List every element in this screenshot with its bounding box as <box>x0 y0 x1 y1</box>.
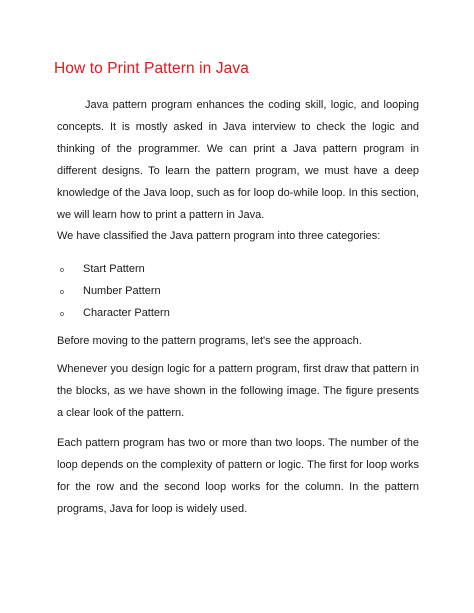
list-item-label: Start Pattern <box>83 263 145 275</box>
loops-paragraph: Each pattern program has two or more than two loops. The number of the loop depends on the complexity of pattern or logic. The first for loop works for the row and the second loop works for the column. In the pattern programs, Java for loop is widely used. <box>57 437 419 515</box>
list-item <box>57 302 170 324</box>
list-item-label: Number Pattern <box>83 285 161 297</box>
categories-intro-paragraph: We have classified the Java pattern program into three categories: <box>57 230 381 242</box>
approach-paragraph: Before moving to the pattern programs, let's see the approach. <box>57 335 362 347</box>
bullet-circle-icon: o <box>60 311 64 318</box>
bullet-circle-icon: o <box>60 289 64 296</box>
list-item <box>57 258 170 280</box>
category-list <box>57 258 170 324</box>
list-item <box>57 280 170 302</box>
page-title: How to Print Pattern in Java <box>54 60 249 77</box>
bullet-circle-icon: o <box>60 267 64 274</box>
list-item-label: Character Pattern <box>83 307 170 319</box>
design-logic-paragraph: Whenever you design logic for a pattern program, first draw that pattern in the blocks, as we have shown in the following image. The figure presents a clear look of the pattern. <box>57 363 419 419</box>
intro-paragraph: Java pattern program enhances the coding skill, logic, and looping concepts. It is mostly asked in Java interview to check the logic and thinking of the programmer. We can print a Java pattern program in different designs. To learn the pattern program, we must have a deep knowledge of the Java loop, such as for loop do-while loop. In this section, we will learn how to print a pattern in Java. <box>57 99 419 221</box>
